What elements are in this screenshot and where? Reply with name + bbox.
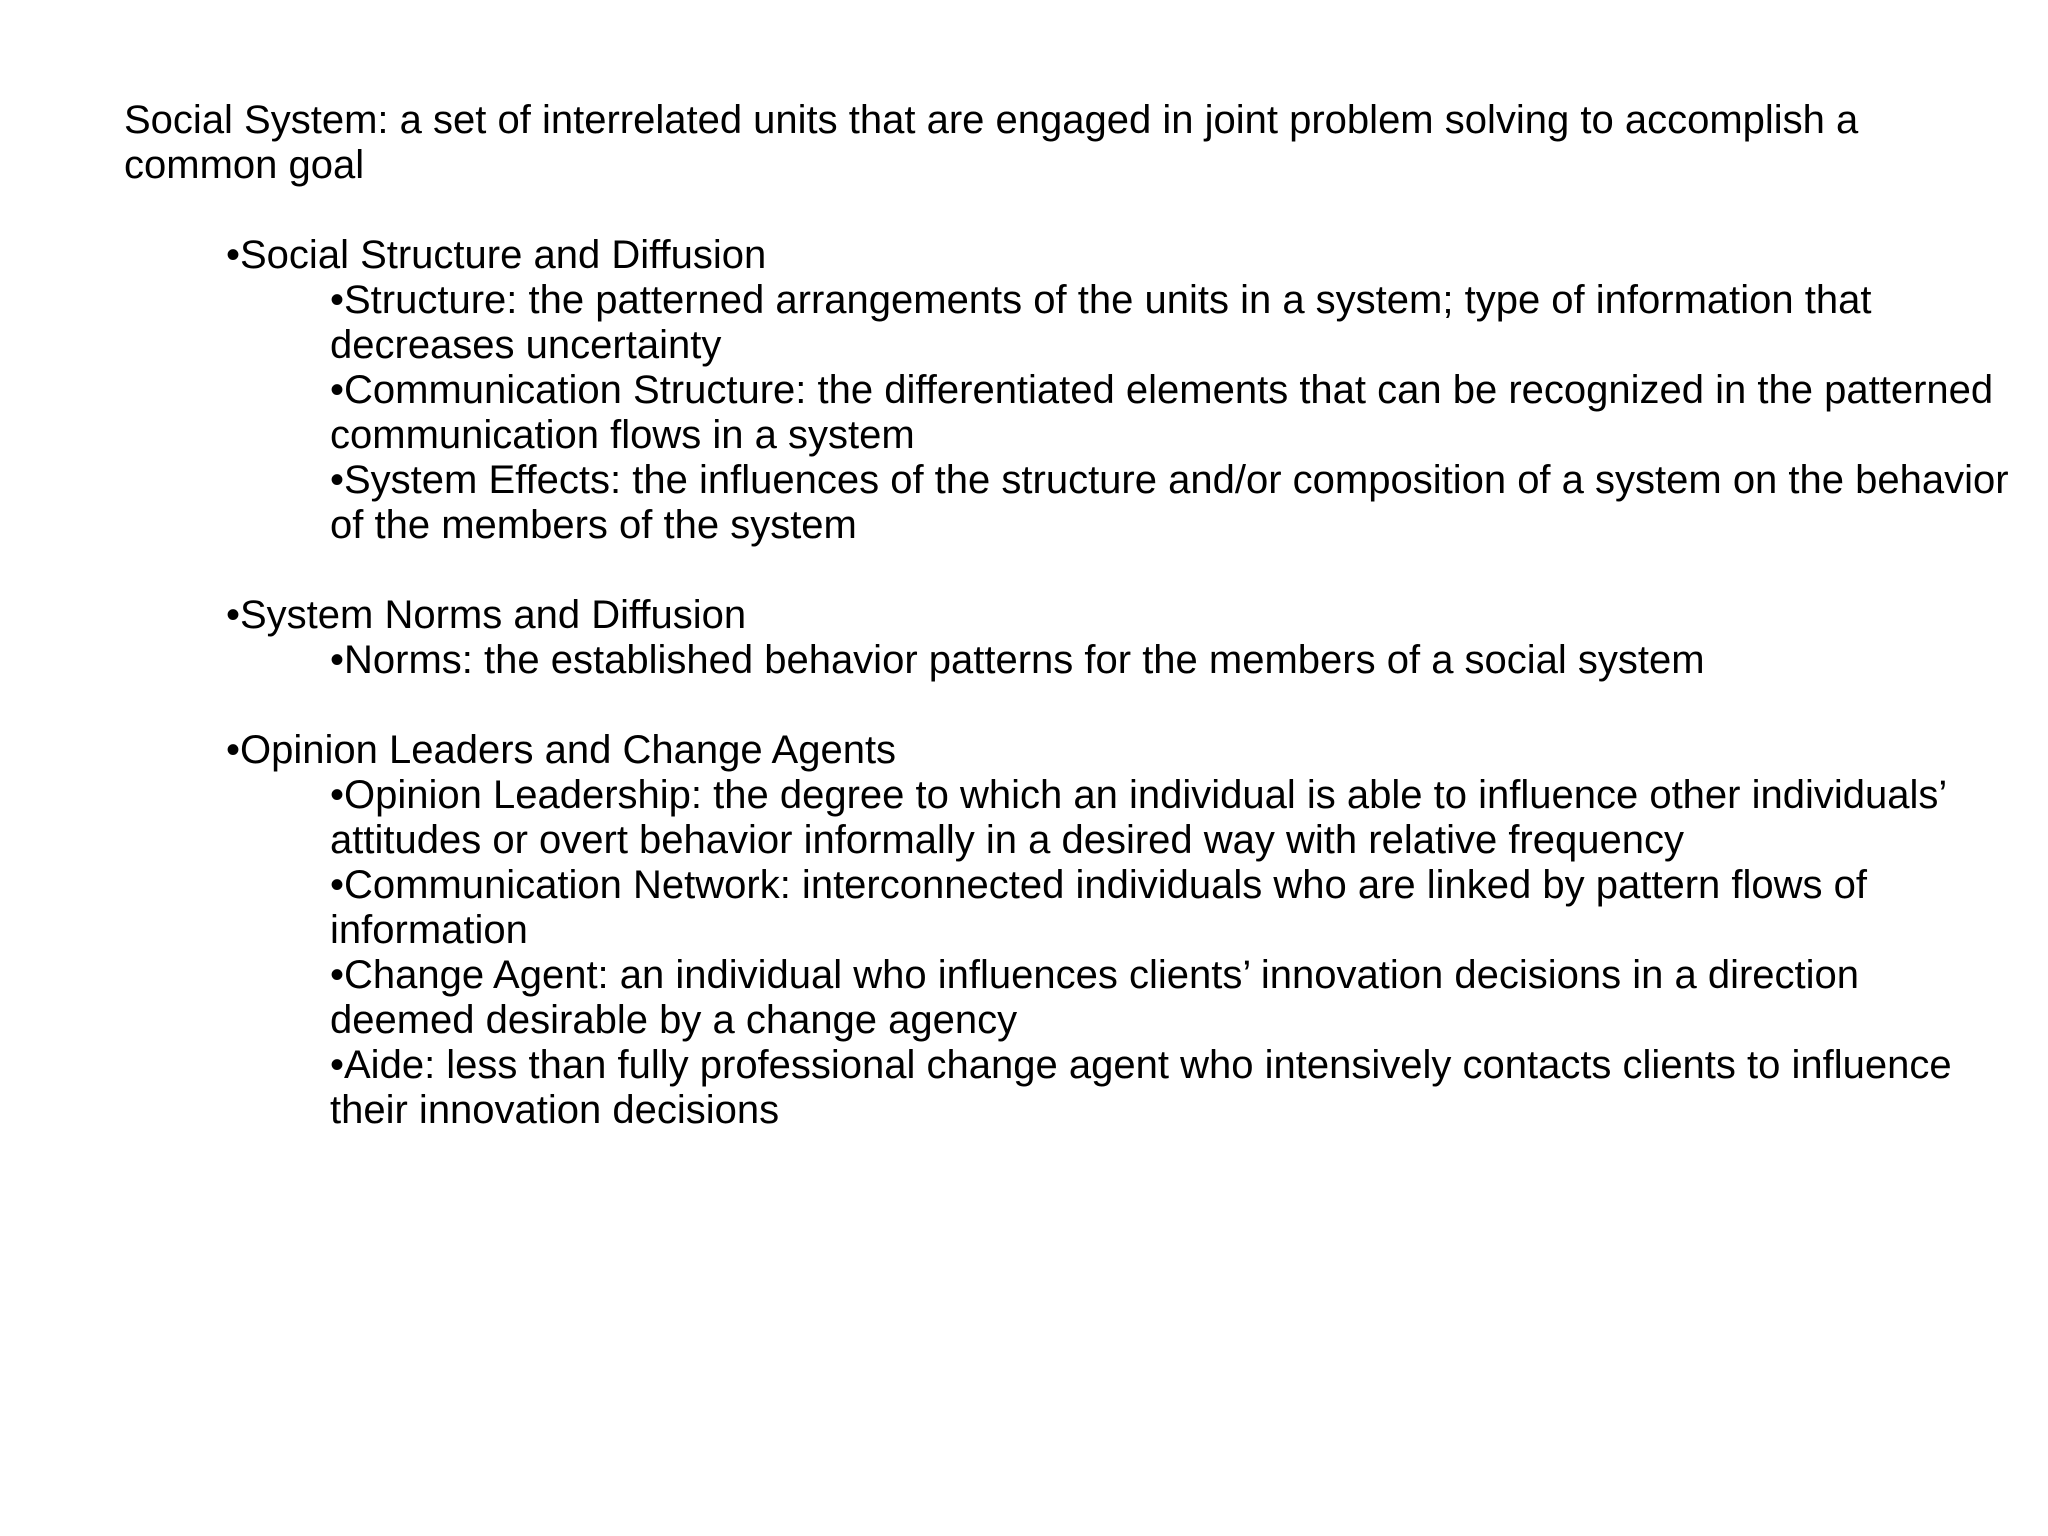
definition-list bbox=[226, 638, 2026, 683]
social-system-definition: Social System: a set of interrelated units that are engaged in joint problem solving to accomplish a common goal bbox=[124, 98, 1859, 187]
definition-structure: •Structure: the patterned arrangements of the units in a system; type of information that decreases uncertainty bbox=[330, 278, 1872, 367]
definition-list bbox=[226, 278, 2026, 548]
definition-change-agent: •Change Agent: an individual who influences clients’ innovation decisions in a direction deemed desirable by a change agency bbox=[330, 953, 1860, 1042]
section-system-norms bbox=[226, 593, 2026, 683]
section-heading: •System Norms and Diffusion bbox=[226, 593, 747, 637]
definition-opinion-leadership: •Opinion Leadership: the degree to which an individual is able to influence other individuals’ attitudes or overt behavior informally in a desired way with relative frequency bbox=[330, 773, 1946, 862]
definition-list bbox=[226, 773, 2026, 1133]
definition-system-effects: •System Effects: the influences of the structure and/or composition of a system on the behavior of the members of the system bbox=[330, 458, 2009, 547]
section-social-structure bbox=[226, 233, 2026, 548]
section-heading: •Social Structure and Diffusion bbox=[226, 233, 767, 277]
section-opinion-leaders bbox=[226, 728, 2026, 1133]
section-heading: •Opinion Leaders and Change Agents bbox=[226, 728, 897, 772]
definition-norms: •Norms: the established behavior patterns for the members of a social system bbox=[330, 638, 1705, 682]
definition-communication-network: •Communication Network: interconnected individuals who are linked by pattern flows of information bbox=[330, 863, 1867, 952]
definition-aide: •Aide: less than fully professional change agent who intensively contacts clients to influence their innovation decisions bbox=[330, 1043, 1952, 1132]
definition-communication-structure: •Communication Structure: the differentiated elements that can be recognized in the patterned communication flows in a system bbox=[330, 368, 1994, 457]
